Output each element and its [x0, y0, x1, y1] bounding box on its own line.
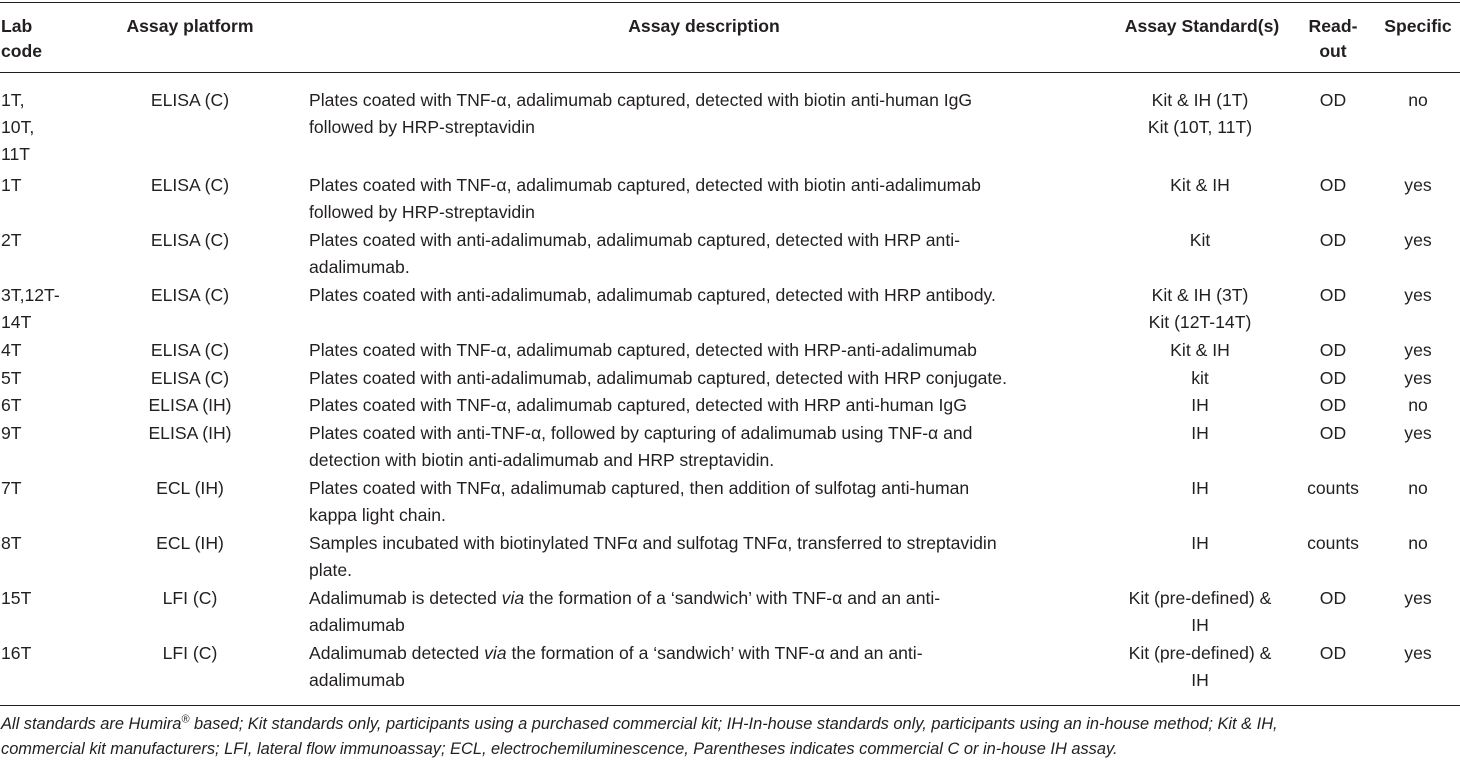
cell-specific: yes	[1404, 423, 1432, 443]
cell-lab-code-line: 15T	[1, 588, 32, 608]
cell-assay-standards-line: kit	[1191, 368, 1209, 388]
cell-readout: OD	[1319, 588, 1347, 608]
cell-assay-standards	[1110, 227, 1290, 254]
cell-lab-code-line: 4T	[1, 340, 22, 360]
description-text: adalimumab	[309, 670, 405, 690]
cell-assay-description	[309, 282, 1099, 309]
cell-assay-description-line: Plates coated with TNF-α, adalimumab captured, detected with HRP-anti-adalimumab	[309, 340, 977, 360]
cell-assay-standards-line: Kit	[1189, 230, 1211, 250]
cell-assay-description-line: kappa light chain.	[309, 505, 446, 525]
cell-assay-description-line	[309, 612, 1099, 639]
cell-assay-platform: LFI (C)	[162, 643, 218, 663]
cell-assay-platform: ELISA (C)	[150, 285, 230, 305]
cell-assay-description	[309, 640, 1099, 694]
header-assay-standards: Assay Standard(s)	[1124, 16, 1280, 36]
cell-lab-code	[1, 282, 101, 336]
cell-assay-description-line	[309, 667, 1099, 694]
cell-assay-description-line: Plates coated with anti-adalimumab, adalimumab captured, detected with HRP conjugate.	[309, 368, 1007, 388]
table-footnote	[1, 712, 1459, 762]
cell-specific: no	[1408, 395, 1428, 415]
cell-lab-code-line: 6T	[1, 395, 22, 415]
cell-assay-platform: LFI (C)	[162, 588, 218, 608]
cell-assay-description	[309, 337, 1099, 364]
cell-assay-standards-line: IH	[1191, 670, 1209, 690]
footnote-line-2: commercial kit manufacturers; LFI, lateral flow immunoassay; ECL, electrochemiluminescence, Parentheses indicates commercial C or in-house IH assay.	[1, 740, 1118, 758]
cell-lab-code	[1, 585, 101, 612]
table-top-rule	[0, 2, 1460, 3]
cell-assay-description-line	[309, 640, 1099, 667]
cell-readout: OD	[1319, 395, 1347, 415]
description-text: the formation of a ‘sandwich’ with TNF-α and an anti-	[506, 643, 923, 663]
cell-assay-platform: ELISA (IH)	[148, 395, 232, 415]
cell-assay-standards-line: Kit (10T, 11T)	[1147, 117, 1253, 137]
header-lab-code-line: Lab	[1, 16, 33, 36]
cell-lab-code-line: 1T	[1, 175, 22, 195]
cell-lab-code-line: 1T,	[1, 90, 25, 110]
cell-assay-description-line: followed by HRP-streptavidin	[309, 202, 535, 222]
cell-specific: no	[1408, 533, 1428, 553]
cell-assay-standards-line: Kit & IH (3T)	[1151, 285, 1249, 305]
cell-assay-platform: ELISA (C)	[150, 368, 230, 388]
italic-term: via	[484, 643, 507, 663]
header-readout-line: out	[1319, 41, 1347, 61]
cell-lab-code	[1, 392, 101, 419]
cell-specific: yes	[1404, 175, 1432, 195]
cell-readout: OD	[1319, 368, 1347, 388]
cell-assay-standards	[1110, 337, 1290, 364]
cell-readout: counts	[1307, 533, 1359, 553]
cell-readout: counts	[1307, 478, 1359, 498]
cell-assay-description-line: plate.	[309, 560, 353, 580]
cell-lab-code-line: 2T	[1, 230, 22, 250]
cell-assay-standards	[1110, 87, 1290, 141]
cell-assay-description	[309, 365, 1099, 392]
cell-lab-code	[1, 87, 101, 168]
cell-readout: OD	[1319, 423, 1347, 443]
cell-assay-standards-line: Kit (12T-14T)	[1148, 312, 1252, 332]
footnote-line-1	[1, 712, 1459, 737]
cell-lab-code	[1, 530, 101, 557]
cell-readout: OD	[1319, 175, 1347, 195]
cell-lab-code	[1, 227, 101, 254]
cell-assay-description-line: Plates coated with TNF-α, adalimumab captured, detected with biotin anti-human IgG	[309, 90, 973, 110]
cell-assay-standards-line: Kit (pre-defined) &	[1128, 643, 1272, 663]
cell-assay-description-line: Plates coated with TNF-α, adalimumab captured, detected with HRP anti-human IgG	[309, 395, 967, 415]
footnote-text: All standards are Humira	[1, 715, 182, 733]
header-specific: Specific	[1384, 16, 1452, 36]
cell-specific: yes	[1404, 285, 1432, 305]
cell-lab-code-line: 8T	[1, 533, 22, 553]
cell-assay-standards	[1110, 282, 1290, 336]
cell-assay-description	[309, 420, 1099, 474]
table-bottom-rule	[0, 705, 1460, 706]
cell-specific: no	[1408, 90, 1428, 110]
cell-lab-code	[1, 337, 101, 364]
cell-assay-standards	[1110, 365, 1290, 392]
cell-lab-code-line: 3T,12T-	[1, 285, 60, 305]
cell-assay-standards-line: IH	[1191, 478, 1209, 498]
cell-lab-code	[1, 640, 101, 667]
description-text: adalimumab	[309, 615, 405, 635]
description-text: the formation of a ‘sandwich’ with TNF-α and an anti-	[524, 588, 941, 608]
cell-assay-description-line	[309, 585, 1099, 612]
header-readout	[1298, 14, 1368, 64]
cell-assay-standards	[1110, 475, 1290, 502]
cell-lab-code-line: 5T	[1, 368, 22, 388]
cell-assay-standards	[1110, 172, 1290, 199]
cell-readout: OD	[1319, 340, 1347, 360]
cell-specific: yes	[1404, 643, 1432, 663]
cell-assay-standards	[1110, 392, 1290, 419]
cell-assay-description-line: detection with biotin anti-adalimumab and HRP streptavidin.	[309, 450, 775, 470]
italic-term: via	[501, 588, 525, 608]
header-assay-platform: Assay platform	[126, 16, 254, 36]
cell-specific: yes	[1404, 588, 1432, 608]
cell-assay-standards-line: Kit & IH	[1170, 175, 1230, 195]
cell-assay-description	[309, 475, 1099, 529]
cell-assay-platform: ELISA (C)	[150, 340, 230, 360]
cell-assay-platform: ELISA (C)	[150, 175, 230, 195]
cell-assay-standards	[1110, 585, 1290, 639]
cell-assay-description-line: Plates coated with TNF-α, adalimumab captured, detected with biotin anti-adalimumab	[309, 175, 981, 195]
cell-lab-code-line: 11T	[1, 144, 31, 164]
cell-assay-platform: ECL (IH)	[156, 533, 224, 553]
cell-assay-standards-line: Kit (pre-defined) &	[1128, 588, 1272, 608]
cell-lab-code	[1, 420, 101, 447]
cell-assay-platform: ELISA (C)	[150, 90, 230, 110]
cell-assay-standards-line: IH	[1191, 423, 1209, 443]
cell-assay-description-line: adalimumab.	[309, 257, 410, 277]
description-text: Adalimumab detected	[309, 643, 485, 663]
cell-assay-description-line: Plates coated with anti-adalimumab, adalimumab captured, detected with HRP anti-	[309, 230, 960, 250]
cell-lab-code-line: 10T,	[1, 117, 35, 137]
cell-assay-description	[309, 172, 1099, 226]
header-assay-description: Assay description	[628, 16, 780, 36]
footnote-text: based; Kit standards only, participants using a purchased commercial kit; IH-In-house standards only, participants using an in-house method; Kit & IH,	[189, 715, 1278, 733]
cell-assay-standards	[1110, 530, 1290, 557]
cell-specific: no	[1408, 478, 1428, 498]
cell-assay-standards	[1110, 640, 1290, 694]
cell-lab-code-line: 14T	[1, 312, 32, 332]
cell-assay-description	[309, 392, 1099, 419]
cell-assay-description-line: Plates coated with TNFα, adalimumab captured, then addition of sulfotag anti-human	[309, 478, 970, 498]
cell-assay-description-line: Samples incubated with biotinylated TNFα and sulfotag TNFα, transferred to streptavidin	[309, 533, 997, 553]
cell-lab-code-line: 7T	[1, 478, 22, 498]
cell-readout: OD	[1319, 230, 1347, 250]
cell-lab-code	[1, 365, 101, 392]
cell-assay-description-line: Plates coated with anti-adalimumab, adalimumab captured, detected with HRP antibody.	[309, 285, 996, 305]
cell-lab-code-line: 9T	[1, 423, 22, 443]
cell-assay-description	[309, 530, 1099, 584]
cell-lab-code	[1, 475, 101, 502]
cell-assay-standards	[1110, 420, 1290, 447]
registered-mark: ®	[181, 713, 190, 726]
cell-specific: yes	[1404, 368, 1432, 388]
cell-assay-platform: ELISA (C)	[150, 230, 230, 250]
cell-assay-description	[309, 227, 1099, 281]
cell-assay-platform: ECL (IH)	[156, 478, 224, 498]
cell-assay-description-line: Plates coated with anti-TNF-α, followed by capturing of adalimumab using TNF-α and	[309, 423, 973, 443]
cell-assay-description-line: followed by HRP-streptavidin	[309, 117, 535, 137]
cell-assay-platform: ELISA (IH)	[148, 423, 232, 443]
cell-assay-standards-line: IH	[1191, 533, 1209, 553]
header-readout-line: Read-	[1308, 16, 1358, 36]
cell-assay-standards-line: IH	[1191, 395, 1209, 415]
header-lab-code	[1, 14, 101, 64]
cell-assay-standards-line: Kit & IH (1T)	[1151, 90, 1249, 110]
header-lab-code-line: code	[1, 41, 43, 61]
cell-specific: yes	[1404, 340, 1432, 360]
cell-assay-description	[309, 87, 1099, 141]
cell-readout: OD	[1319, 643, 1347, 663]
cell-assay-standards-line: IH	[1191, 615, 1209, 635]
header-rule	[0, 72, 1460, 73]
cell-readout: OD	[1319, 285, 1347, 305]
cell-lab-code	[1, 172, 101, 199]
description-text: Adalimumab is detected	[309, 588, 502, 608]
cell-specific: yes	[1404, 230, 1432, 250]
cell-readout: OD	[1319, 90, 1347, 110]
cell-lab-code-line: 16T	[1, 643, 32, 663]
cell-assay-standards-line: Kit & IH	[1170, 340, 1230, 360]
cell-assay-description	[309, 585, 1099, 639]
